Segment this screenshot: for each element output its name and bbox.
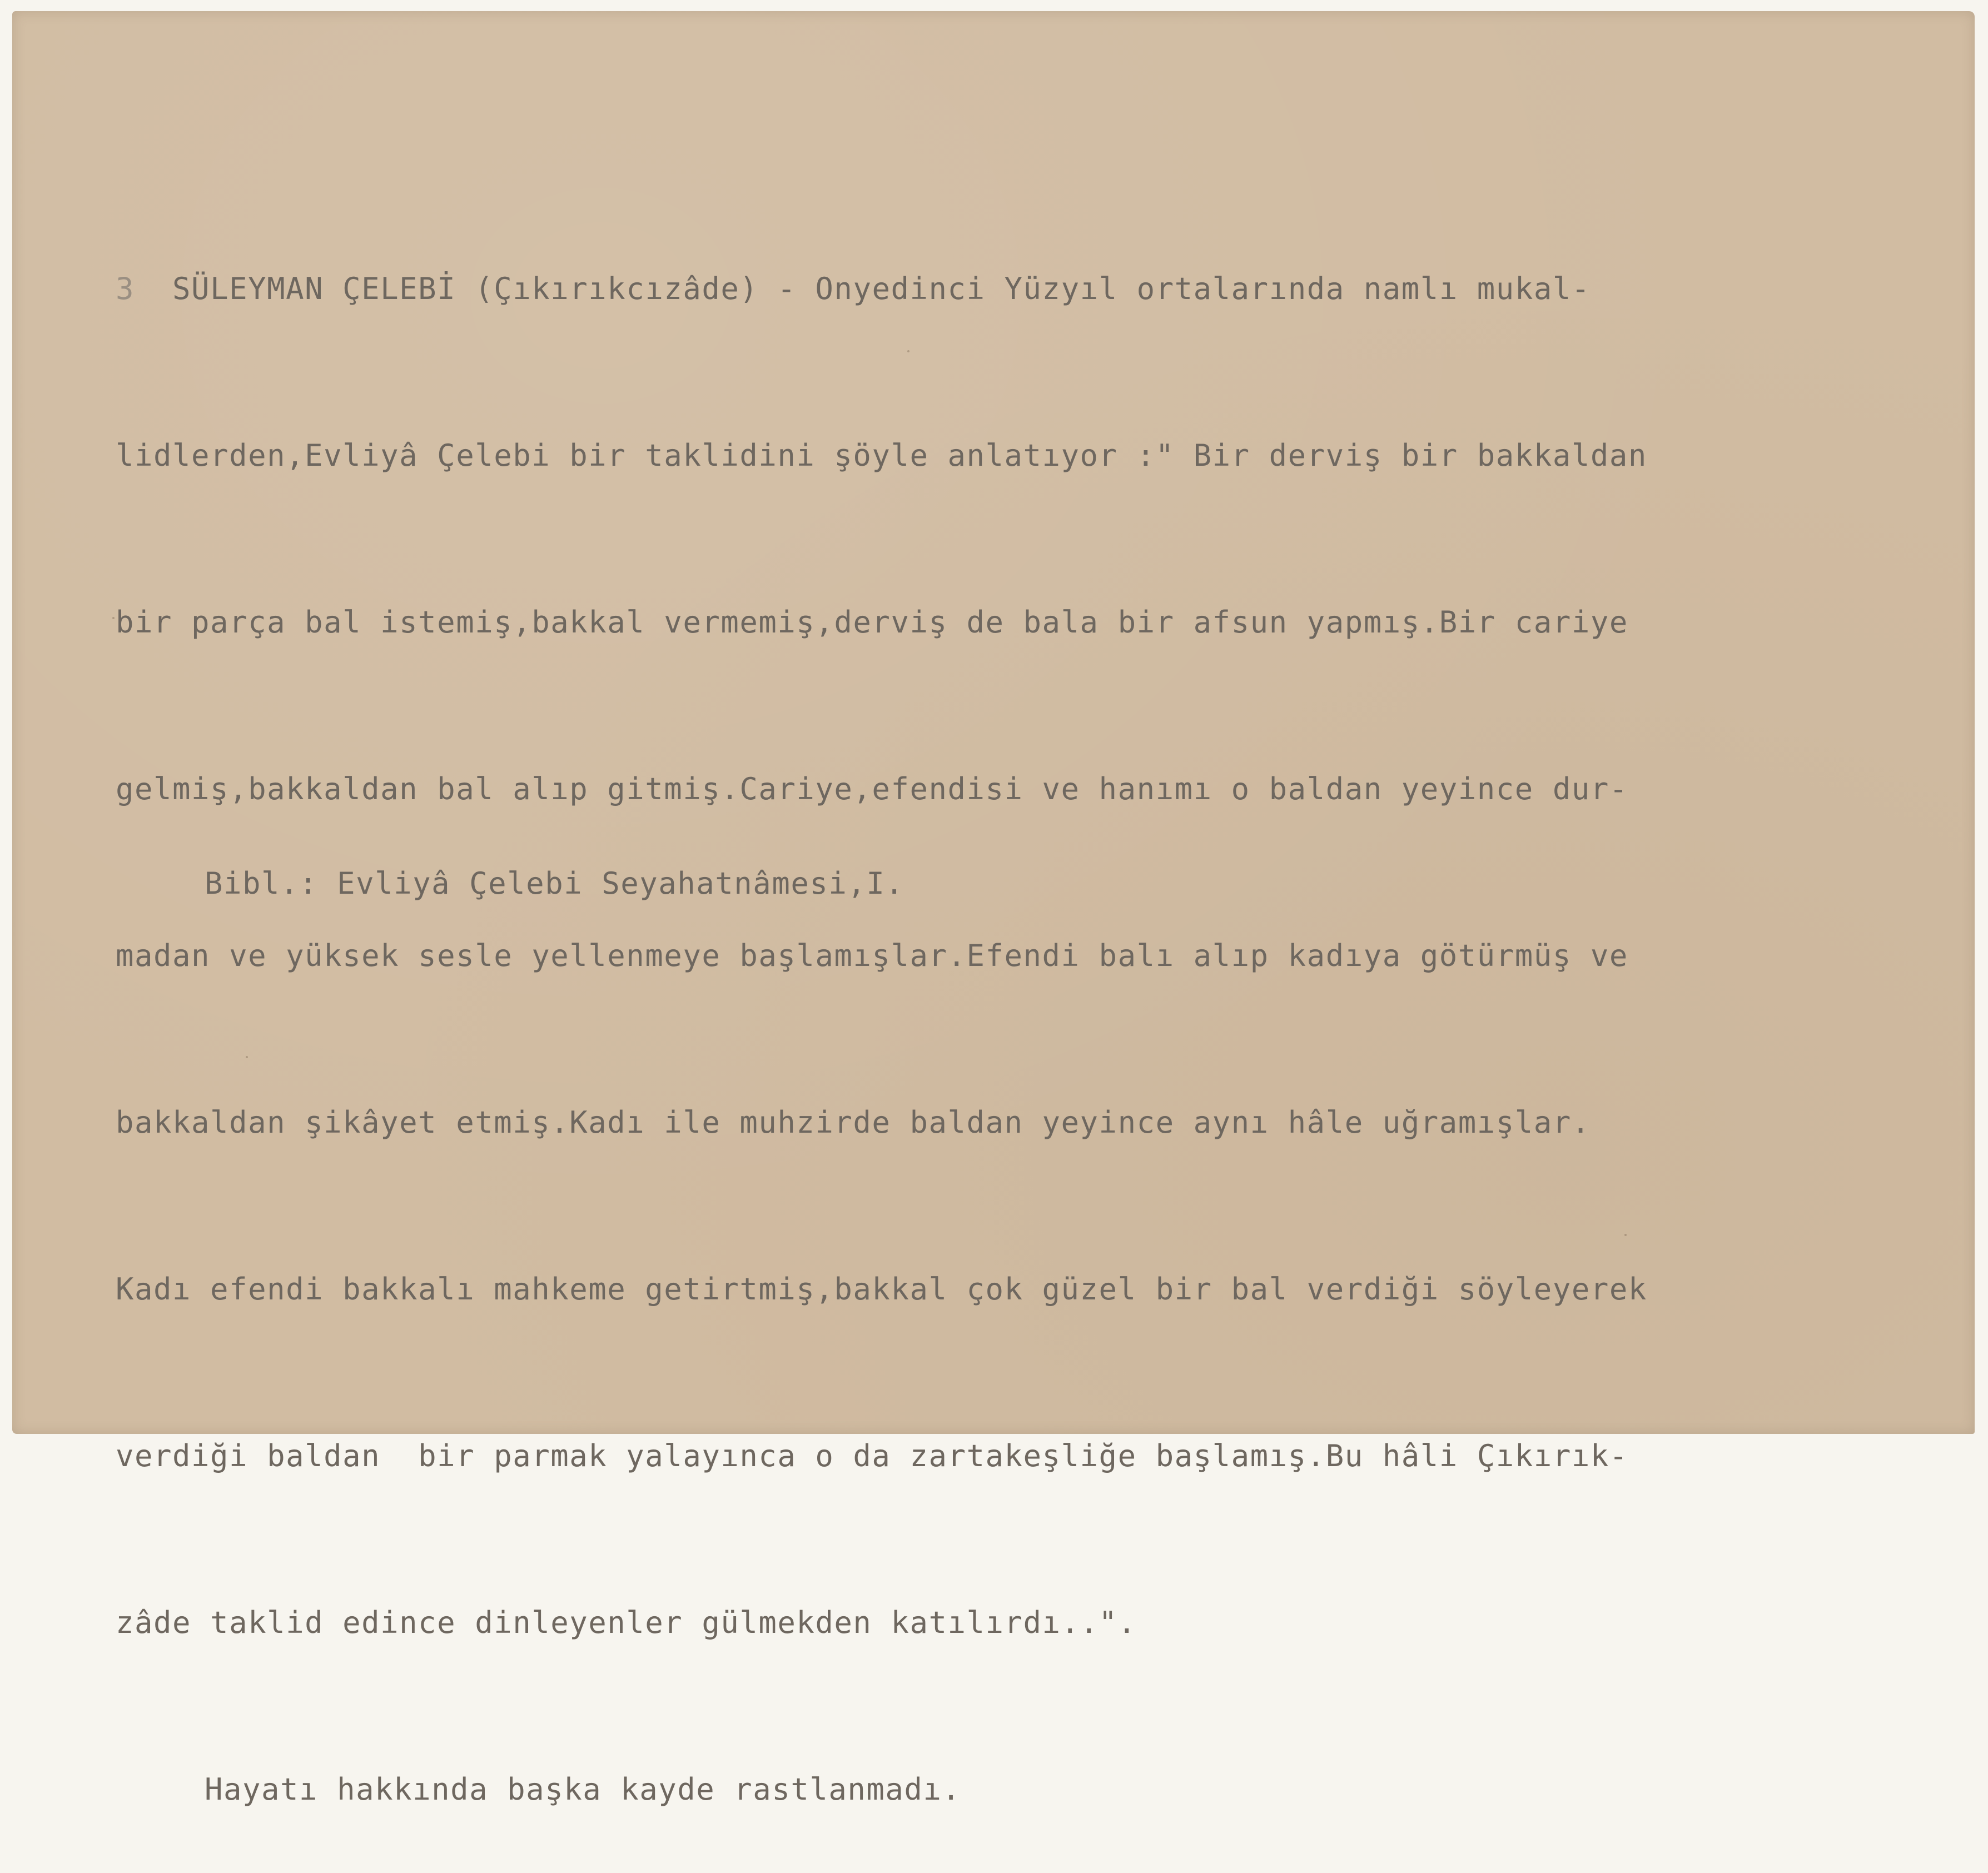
body-line: Kadı efendi bakkalı mahkeme getirtmiş,bakkal çok güzel bir bal verdiği söyleyerek [116,1272,1647,1307]
paper-speck [112,617,115,619]
body-line: lidlerden,Evliyâ Çelebi bir taklidini şöyle anlatıyor :" Bir derviş bir bakkaldan [116,438,1647,473]
entry-text [116,150,1950,1873]
body-line: bir parça bal istemiş,bakkal vermemiş,derviş de bala bir afsun yapmış.Bir cariye [116,605,1628,640]
body-line: verdiği baldan bir parmak yalayınca o da zartakeşliğe başlamış.Bu hâli Çıkırık- [116,1438,1628,1473]
body-line: zâde taklid edince dinleyenler gülmekden katılırdı..". [116,1605,1137,1640]
body-line: madan ve yüksek sesle yellenmeye başlamışlar.Efendi balı alıp kadıya götürmüş ve [116,938,1628,973]
bibliography: Bibl.: Evliyâ Çelebi Seyahatnâmesi,I. [205,866,904,901]
entry-heading-line [116,261,1950,317]
entry-heading-name: SÜLEYMAN ÇELEBİ [172,271,456,306]
body-line: bakkaldan şikâyet etmiş.Kadı ile muhzirde baldan yeyince aynı hâle uğramışlar. [116,1105,1591,1140]
entry-heading-rest: (Çıkırıkcızâde) - Onyedinci Yüzyıl ortalarında namlı mukal- [456,271,1591,306]
entry-number: 3 [116,271,135,306]
closing-line: Hayatı hakkında başka kayde rastlanmadı. [205,1772,961,1807]
body-line: gelmiş,bakkaldan bal alıp gitmiş.Cariye,efendisi ve hanımı o baldan yeyince dur- [116,771,1628,806]
